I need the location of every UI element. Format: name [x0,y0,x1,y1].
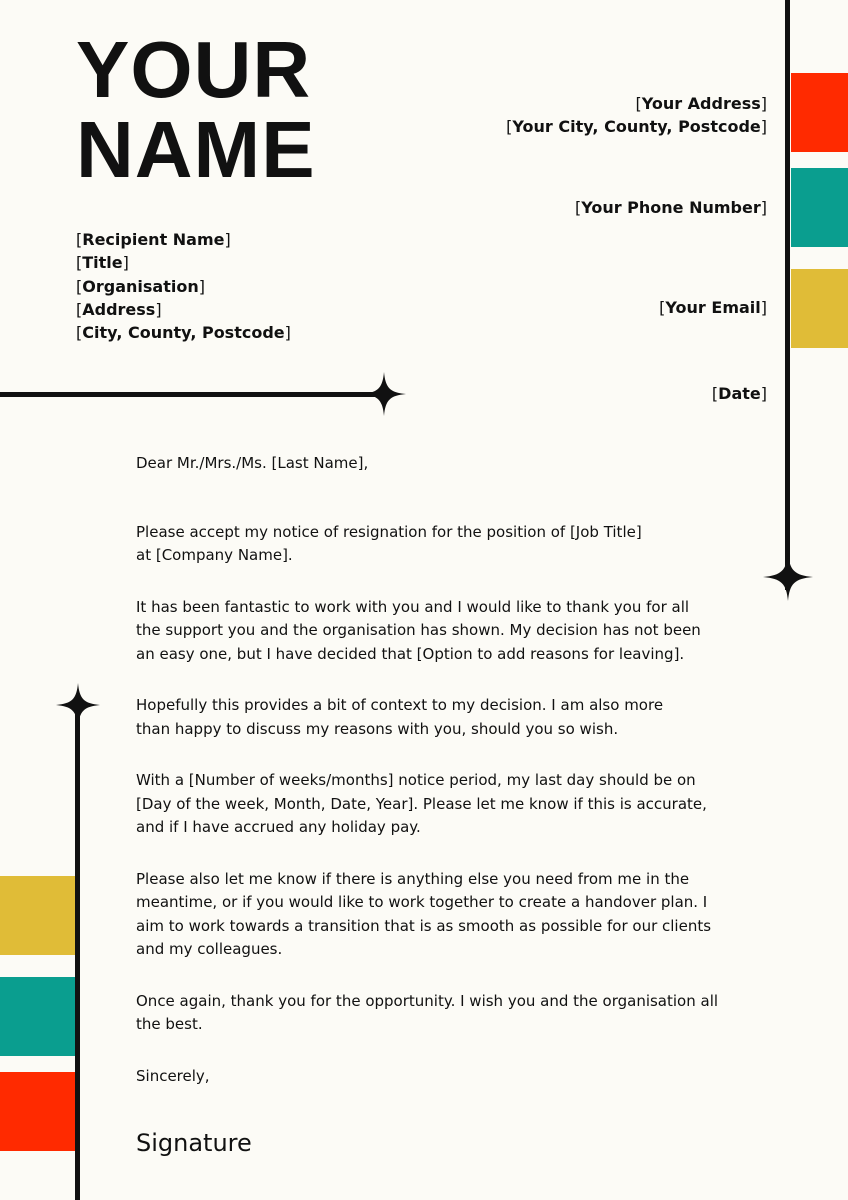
letter-paragraph: With a [Number of weeks/months] notice period, my last day should be on [Day of the week, Month, Date, Year]. Please let me know if this is accurate, and if I have accrued any holiday pay. [136,771,707,836]
name-line-1: YOUR [76,25,312,114]
right-vertical-rule [785,0,790,590]
color-block-yellow [0,876,75,955]
recipient-name: [Recipient Name] [76,230,231,249]
color-block-red [791,73,848,152]
name-line-2: NAME [76,105,316,194]
recipient-organisation: [Organisation] [76,276,205,296]
recipient-title: [Title] [76,253,129,273]
sender-city: [Your City, County, Postcode] [506,117,767,136]
letter-body [136,452,736,1186]
letter-paragraph: It has been fantastic to work with you and I would like to thank you for all the support you and the organisation has shown. My decision has not been an easy one, but I have decided that [Option to add reasons for leaving]. [136,597,701,663]
letter-paragraph: Hopefully this provides a bit of context to my decision. I am also more than happy to discuss my reasons with you, should you so wish. [136,696,664,738]
sender-phone: [Your Phone Number] [574,198,767,217]
sender-address-block [506,92,767,138]
color-block-teal [0,977,75,1056]
letter-paragraph: Please accept my notice of resignation for the position of [Job Title] at [Company Name]. [136,522,642,564]
letter-greeting: Dear Mr./Mrs./Ms. [Last Name], [136,454,369,472]
recipient-address: [Address] [76,299,162,319]
horizontal-rule [0,392,385,397]
sender-address: [Your Address] [635,94,767,113]
color-block-yellow [791,269,848,348]
color-block-teal [791,168,848,247]
left-vertical-rule [75,700,80,1200]
sparkle-icon [763,553,813,601]
sender-email: [Your Email] [659,298,767,317]
letter-closing: Sincerely, [136,1066,210,1085]
letter-paragraph: Once again, thank you for the opportunity. I wish you and the organisation all the best. [136,991,719,1033]
sparkle-icon [56,683,100,727]
page-title [76,25,316,194]
sparkle-icon [362,372,406,416]
color-block-red [0,1072,75,1151]
signature: Signature [136,1129,252,1157]
recipient-address-block [76,228,291,344]
recipient-city: [City, County, Postcode] [76,323,291,343]
letter-paragraph: Please also let me know if there is anything else you need from me in the meantime, or if you would like to work together to create a handover plan. I aim to work towards a transition that is as smooth as possible for our clients and my colleagues. [136,869,712,958]
letter-date: [Date] [711,384,767,403]
